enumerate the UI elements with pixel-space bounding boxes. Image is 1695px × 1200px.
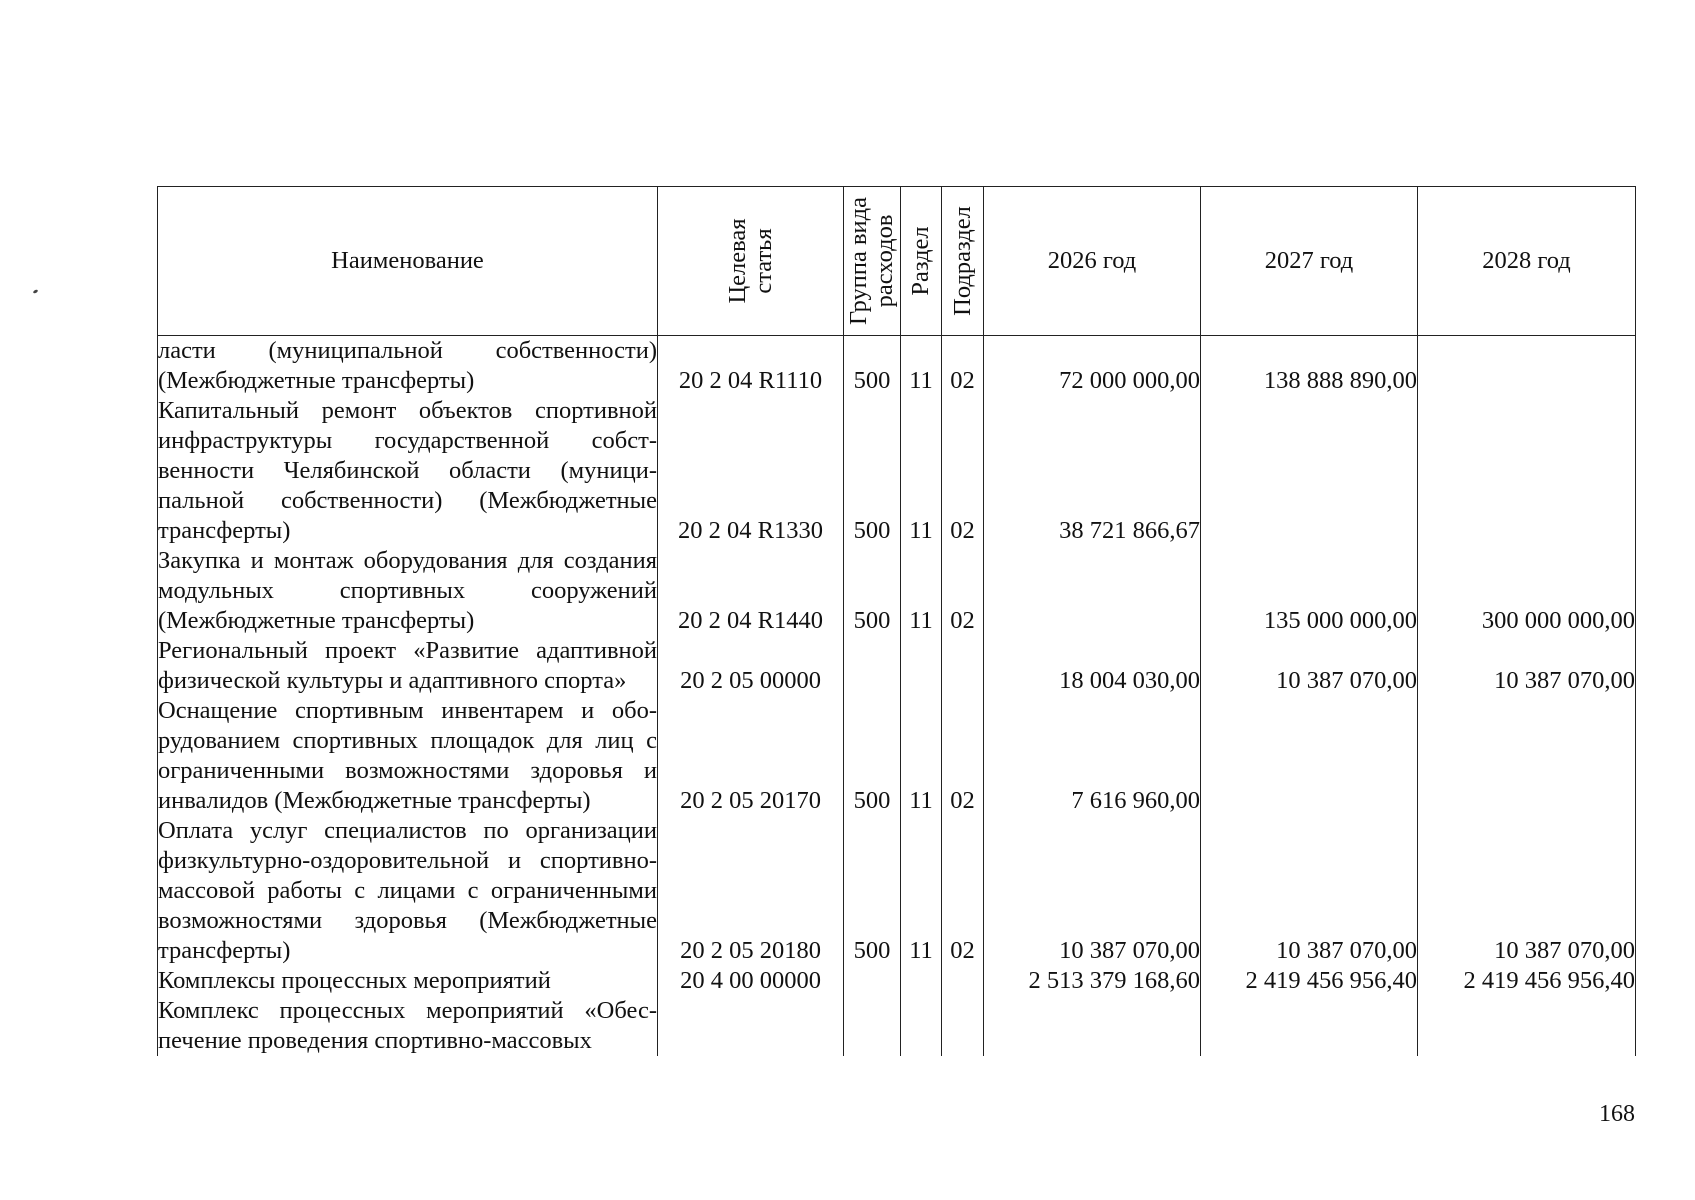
row-target: 20 2 04 R1110 bbox=[658, 336, 844, 397]
row-target: 20 2 05 20180 bbox=[658, 816, 844, 966]
row-name: Закупка и монтаж оборудования для создания модульных спортивных сооружений (Межбюджетные трансферты) bbox=[158, 547, 657, 634]
row-2027: 2 419 456 956,40 bbox=[1201, 966, 1418, 996]
table-row bbox=[158, 696, 1636, 816]
row-target: 20 4 00 00000 bbox=[658, 966, 844, 996]
row-2026 bbox=[984, 996, 1201, 1056]
row-group bbox=[844, 996, 901, 1056]
table-row bbox=[158, 816, 1636, 966]
row-section: 11 bbox=[901, 816, 942, 966]
row-2026: 7 616 960,00 bbox=[984, 696, 1201, 816]
row-name: Оплата услуг специалистов по организации физкультурно-оздоровительной и спортивно-массовой работы с лицами с ограниченными возможностями здоровья (Межбюджетные трансферты) bbox=[158, 817, 657, 964]
row-2026: 18 004 030,00 bbox=[984, 636, 1201, 696]
row-2027: 10 387 070,00 bbox=[1201, 816, 1418, 966]
table-row bbox=[158, 636, 1636, 696]
row-subsection bbox=[942, 966, 984, 996]
scan-speck bbox=[33, 289, 39, 294]
row-subsection: 02 bbox=[942, 396, 984, 546]
row-2027 bbox=[1201, 996, 1418, 1056]
row-2028 bbox=[1418, 996, 1636, 1056]
row-2027 bbox=[1201, 696, 1418, 816]
row-section: 11 bbox=[901, 336, 942, 397]
header-expense-group: Группа вида расходов bbox=[844, 187, 901, 336]
row-2028 bbox=[1418, 696, 1636, 816]
row-2026: 2 513 379 168,60 bbox=[984, 966, 1201, 996]
row-2027 bbox=[1201, 396, 1418, 546]
row-section bbox=[901, 636, 942, 696]
row-subsection: 02 bbox=[942, 696, 984, 816]
budget-table bbox=[157, 186, 1636, 1056]
row-name: Оснащение спортивным инвентарем и оборудованием спортивных площадок для лиц с ограниченными возможностями здоровья и инвалидов (Межбюджетные трансферты) bbox=[158, 697, 657, 814]
header-2026: 2026 год bbox=[984, 187, 1201, 336]
row-2026: 72 000 000,00 bbox=[984, 336, 1201, 397]
header-name: Наименование bbox=[158, 187, 658, 336]
table-row bbox=[158, 396, 1636, 546]
table-row bbox=[158, 966, 1636, 996]
row-section: 11 bbox=[901, 546, 942, 636]
table-row bbox=[158, 996, 1636, 1056]
row-group bbox=[844, 636, 901, 696]
row-section: 11 bbox=[901, 696, 942, 816]
row-group: 500 bbox=[844, 396, 901, 546]
row-2027: 135 000 000,00 bbox=[1201, 546, 1418, 636]
header-target: Целевая статья bbox=[658, 187, 844, 336]
row-target: 20 2 04 R1440 bbox=[658, 546, 844, 636]
row-subsection: 02 bbox=[942, 336, 984, 397]
row-subsection: 02 bbox=[942, 546, 984, 636]
row-2028: 300 000 000,00 bbox=[1418, 546, 1636, 636]
row-subsection bbox=[942, 996, 984, 1056]
row-name: Региональный проект «Развитие адаптивной физической культуры и адаптивного спорта» bbox=[158, 637, 657, 694]
row-target: 20 2 05 20170 bbox=[658, 696, 844, 816]
row-name: Комплекс процессных мероприятий «Обеспечение проведения спортивно-массовых bbox=[158, 997, 657, 1054]
row-2028 bbox=[1418, 396, 1636, 546]
row-group bbox=[844, 966, 901, 996]
row-group: 500 bbox=[844, 696, 901, 816]
row-2026: 38 721 866,67 bbox=[984, 396, 1201, 546]
header-2028: 2028 год bbox=[1418, 187, 1636, 336]
row-2027: 138 888 890,00 bbox=[1201, 336, 1418, 397]
row-2026: 10 387 070,00 bbox=[984, 816, 1201, 966]
page-number: 168 bbox=[1599, 1101, 1635, 1127]
row-name: ласти (муниципальной собственности) (Межбюджетные трансферты) bbox=[158, 337, 657, 394]
row-group: 500 bbox=[844, 336, 901, 397]
row-name: Капитальный ремонт объектов спортивной инфраструктуры государственной собственности Челябинской области (муниципальной собственности) (Межбюджетные трансферты) bbox=[158, 397, 657, 544]
row-2026 bbox=[984, 546, 1201, 636]
header-section: Раздел bbox=[901, 187, 942, 336]
row-2028: 2 419 456 956,40 bbox=[1418, 966, 1636, 996]
row-2028 bbox=[1418, 336, 1636, 397]
row-2027: 10 387 070,00 bbox=[1201, 636, 1418, 696]
row-2028: 10 387 070,00 bbox=[1418, 636, 1636, 696]
row-group: 500 bbox=[844, 546, 901, 636]
table-row bbox=[158, 546, 1636, 636]
header-2027: 2027 год bbox=[1201, 187, 1418, 336]
row-target: 20 2 04 R1330 bbox=[658, 396, 844, 546]
row-target bbox=[658, 996, 844, 1056]
row-section: 11 bbox=[901, 396, 942, 546]
row-2028: 10 387 070,00 bbox=[1418, 816, 1636, 966]
header-subsection: Подраздел bbox=[942, 187, 984, 336]
row-name: Комплексы процессных мероприятий bbox=[158, 966, 658, 996]
row-target: 20 2 05 00000 bbox=[658, 636, 844, 696]
header-row bbox=[158, 187, 1636, 336]
row-group: 500 bbox=[844, 816, 901, 966]
row-subsection: 02 bbox=[942, 816, 984, 966]
table-row bbox=[158, 336, 1636, 397]
row-section bbox=[901, 996, 942, 1056]
row-section bbox=[901, 966, 942, 996]
row-subsection bbox=[942, 636, 984, 696]
